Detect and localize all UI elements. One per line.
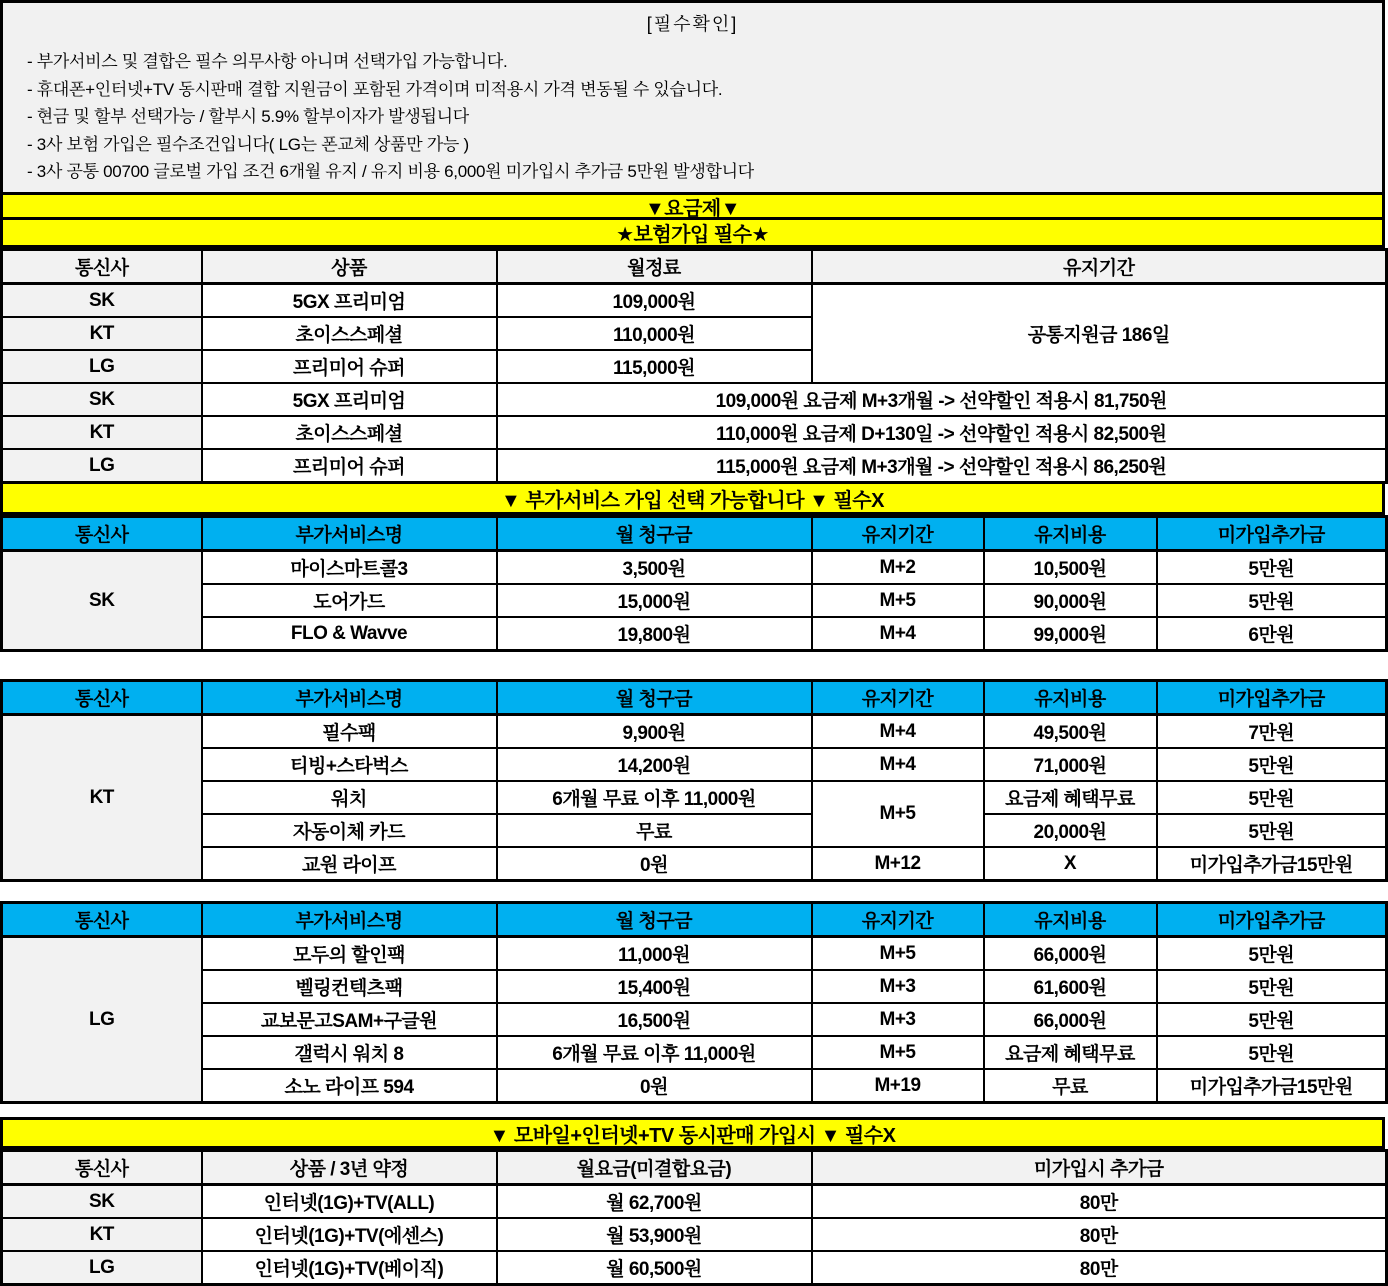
fee-cell: 15,000원 <box>497 584 812 617</box>
header-cell: 통신사 <box>2 1151 202 1185</box>
fee-cell: 110,000원 <box>497 317 812 350</box>
table-row <box>2 715 1387 749</box>
header-cell: 월 청구금 <box>497 681 812 715</box>
table-gap <box>0 652 1385 679</box>
fee-cell: 무료 <box>497 814 812 847</box>
penalty-cell: 미가입추가금15만원 <box>1157 847 1387 881</box>
service-name-cell: 마이스마트콜3 <box>202 551 497 585</box>
fee-cell: 14,200원 <box>497 748 812 781</box>
maintain-period-cell: M+4 <box>812 617 984 651</box>
kt-addon-table <box>0 679 1388 882</box>
header-cell: 미가입추가금 <box>1157 517 1387 551</box>
fee-cell: 6개월 무료 이후 11,000원 <box>497 1036 812 1069</box>
bundle-table <box>0 1149 1388 1286</box>
fee-cell: 15,400원 <box>497 970 812 1003</box>
penalty-cell: 7만원 <box>1157 715 1387 749</box>
fee-cell: 16,500원 <box>497 1003 812 1036</box>
product-cell: 5GX 프리미엄 <box>202 383 497 416</box>
carrier-cell: SK <box>2 284 202 318</box>
table-row <box>2 551 1387 585</box>
carrier-cell: KT <box>2 317 202 350</box>
product-cell: 초이스스페셜 <box>202 416 497 449</box>
table-header-row <box>2 517 1387 551</box>
maintain-cost-cell: X <box>984 847 1157 881</box>
table-row <box>2 781 1387 814</box>
notice-line: - 휴대폰+인터넷+TV 동시판매 결합 지원금이 포함된 가격이며 미적용시 가격 변동될 수 있습니다. <box>27 79 723 99</box>
carrier-cell: LG <box>2 350 202 383</box>
maintain-period-cell: M+3 <box>812 1003 984 1036</box>
service-name-cell: 자동이체 카드 <box>202 814 497 847</box>
header-cell: 월정료 <box>497 250 812 284</box>
table-row <box>2 1003 1387 1036</box>
maintain-cost-cell: 요금제 혜택무료 <box>984 1036 1157 1069</box>
carrier-cell: SK <box>2 551 202 651</box>
maintain-period-cell: M+5 <box>812 1036 984 1069</box>
carrier-cell: KT <box>2 416 202 449</box>
table-row <box>2 284 1387 318</box>
table-row <box>2 584 1387 617</box>
table-row <box>2 1218 1387 1251</box>
maintain-period-cell: M+12 <box>812 847 984 881</box>
notice-title: [필수확인] <box>646 14 739 34</box>
fee-cell: 3,500원 <box>497 551 812 585</box>
header-cell: 통신사 <box>2 903 202 937</box>
penalty-cell: 80만 <box>812 1185 1387 1219</box>
banner-rate-plan: ▼요금제▼ <box>0 192 1385 220</box>
penalty-cell: 80만 <box>812 1251 1387 1285</box>
carrier-cell: LG <box>2 937 202 1103</box>
product-cell: 인터넷(1G)+TV(베이직) <box>202 1251 497 1285</box>
header-cell: 부가서비스명 <box>202 681 497 715</box>
header-cell: 유지비용 <box>984 903 1157 937</box>
penalty-cell: 6만원 <box>1157 617 1387 651</box>
service-name-cell: 교보문고SAM+구글원 <box>202 1003 497 1036</box>
table-row <box>2 383 1387 416</box>
table-row <box>2 1069 1387 1103</box>
fee-cell: 0원 <box>497 847 812 881</box>
table-gap <box>0 882 1385 901</box>
penalty-cell: 5만원 <box>1157 781 1387 814</box>
maintain-cost-cell: 10,500원 <box>984 551 1157 585</box>
notice-panel <box>0 0 1385 192</box>
penalty-cell: 5만원 <box>1157 937 1387 971</box>
discount-detail-cell: 110,000원 요금제 D+130일 -> 선약할인 적용시 82,500원 <box>497 416 1387 449</box>
header-cell: 유지기간 <box>812 681 984 715</box>
header-cell: 통신사 <box>2 250 202 284</box>
penalty-cell: 5만원 <box>1157 551 1387 585</box>
banner-bundle: ▼ 모바일+인터넷+TV 동시판매 가입시 ▼ 필수X <box>0 1117 1385 1149</box>
maintain-cost-cell: 61,600원 <box>984 970 1157 1003</box>
fee-cell: 11,000원 <box>497 937 812 971</box>
maintain-cost-cell: 요금제 혜택무료 <box>984 781 1157 814</box>
product-cell: 프리미어 슈퍼 <box>202 350 497 383</box>
carrier-cell: LG <box>2 1251 202 1285</box>
product-cell: 프리미어 슈퍼 <box>202 449 497 483</box>
maintain-cost-cell: 20,000원 <box>984 814 1157 847</box>
penalty-cell: 5만원 <box>1157 748 1387 781</box>
fee-cell: 월 62,700원 <box>497 1185 812 1219</box>
header-cell: 유지기간 <box>812 517 984 551</box>
service-name-cell: 티빙+스타벅스 <box>202 748 497 781</box>
service-name-cell: 도어가드 <box>202 584 497 617</box>
table-row <box>2 416 1387 449</box>
header-cell: 월 청구금 <box>497 903 812 937</box>
discount-detail-cell: 109,000원 요금제 M+3개월 -> 선약할인 적용시 81,750원 <box>497 383 1387 416</box>
table-row <box>2 937 1387 971</box>
table-row <box>2 748 1387 781</box>
service-name-cell: 소노 라이프 594 <box>202 1069 497 1103</box>
header-cell: 통신사 <box>2 517 202 551</box>
service-name-cell: 교원 라이프 <box>202 847 497 881</box>
table-row <box>2 449 1387 483</box>
penalty-cell: 5만원 <box>1157 970 1387 1003</box>
header-cell: 미가입추가금 <box>1157 903 1387 937</box>
carrier-cell: SK <box>2 1185 202 1219</box>
maintain-period-cell: M+19 <box>812 1069 984 1103</box>
table-row <box>2 1036 1387 1069</box>
product-cell: 인터넷(1G)+TV(ALL) <box>202 1185 497 1219</box>
header-cell: 부가서비스명 <box>202 903 497 937</box>
table-row <box>2 1251 1387 1285</box>
maintain-period-cell: M+5 <box>812 781 984 847</box>
table-row <box>2 1185 1387 1219</box>
fee-cell: 115,000원 <box>497 350 812 383</box>
notice-line: - 3사 공통 00700 글로벌 가입 조건 6개월 유지 / 유지 비용 6,000원 미가입시 추가금 5만원 발생합니다 <box>27 162 754 181</box>
rate-plan-table <box>0 248 1388 484</box>
table-header-row <box>2 903 1387 937</box>
maintain-period-cell: M+2 <box>812 551 984 585</box>
maintain-period-cell: M+5 <box>812 584 984 617</box>
service-name-cell: FLO & Wavve <box>202 617 497 651</box>
maintain-period-cell: 공통지원금 186일 <box>812 284 1387 384</box>
product-cell: 초이스스페셜 <box>202 317 497 350</box>
penalty-cell: 80만 <box>812 1218 1387 1251</box>
header-cell: 통신사 <box>2 681 202 715</box>
header-cell: 월 청구금 <box>497 517 812 551</box>
maintain-period-cell: M+5 <box>812 937 984 971</box>
table-row <box>2 970 1387 1003</box>
table-row <box>2 617 1387 651</box>
discount-detail-cell: 115,000원 요금제 M+3개월 -> 선약할인 적용시 86,250원 <box>497 449 1387 483</box>
penalty-cell: 5만원 <box>1157 1036 1387 1069</box>
service-name-cell: 워치 <box>202 781 497 814</box>
fee-cell: 월 53,900원 <box>497 1218 812 1251</box>
fee-cell: 19,800원 <box>497 617 812 651</box>
penalty-cell: 5만원 <box>1157 814 1387 847</box>
fee-cell: 9,900원 <box>497 715 812 749</box>
header-cell: 상품 / 3년 약정 <box>202 1151 497 1185</box>
carrier-cell: SK <box>2 383 202 416</box>
service-name-cell: 벨링컨텍츠팩 <box>202 970 497 1003</box>
fee-cell: 6개월 무료 이후 11,000원 <box>497 781 812 814</box>
banner-insurance-required: ★보험가입 필수★ <box>0 220 1385 248</box>
maintain-cost-cell: 90,000원 <box>984 584 1157 617</box>
header-cell: 미가입시 추가금 <box>812 1151 1387 1185</box>
product-cell: 5GX 프리미엄 <box>202 284 497 318</box>
notice-line: - 부가서비스 및 결합은 필수 의무사항 아니며 선택가입 가능합니다. <box>27 52 508 71</box>
sk-addon-table <box>0 515 1388 652</box>
lg-addon-table <box>0 901 1388 1104</box>
carrier-cell: LG <box>2 449 202 483</box>
table-gap <box>0 1104 1385 1117</box>
notice-line: - 3사 보험 가입은 필수조건입니다( LG는 폰교체 상품만 가능 ) <box>27 134 469 154</box>
banner-addon-optional: ▼ 부가서비스 가입 선택 가능합니다 ▼ 필수X <box>0 484 1385 515</box>
fee-cell: 109,000원 <box>497 284 812 318</box>
service-name-cell: 갤럭시 워치 8 <box>202 1036 497 1069</box>
table-header-row <box>2 681 1387 715</box>
fee-cell: 0원 <box>497 1069 812 1103</box>
fee-cell: 월 60,500원 <box>497 1251 812 1285</box>
table-header-row <box>2 1151 1387 1185</box>
maintain-cost-cell: 71,000원 <box>984 748 1157 781</box>
maintain-period-cell: M+3 <box>812 970 984 1003</box>
maintain-cost-cell: 66,000원 <box>984 937 1157 971</box>
maintain-cost-cell: 66,000원 <box>984 1003 1157 1036</box>
header-cell: 유지비용 <box>984 517 1157 551</box>
table-header-row <box>2 250 1387 284</box>
header-cell: 유지비용 <box>984 681 1157 715</box>
maintain-period-cell: M+4 <box>812 715 984 749</box>
header-cell: 월요금(미결합요금) <box>497 1151 812 1185</box>
header-cell: 부가서비스명 <box>202 517 497 551</box>
table-row <box>2 847 1387 881</box>
header-cell: 미가입추가금 <box>1157 681 1387 715</box>
carrier-cell: KT <box>2 1218 202 1251</box>
maintain-period-cell: M+4 <box>812 748 984 781</box>
maintain-cost-cell: 49,500원 <box>984 715 1157 749</box>
carrier-cell: KT <box>2 715 202 881</box>
service-name-cell: 필수팩 <box>202 715 497 749</box>
table-row <box>2 814 1387 847</box>
maintain-cost-cell: 무료 <box>984 1069 1157 1103</box>
penalty-cell: 5만원 <box>1157 584 1387 617</box>
header-cell: 유지기간 <box>812 250 1387 284</box>
maintain-cost-cell: 99,000원 <box>984 617 1157 651</box>
header-cell: 유지기간 <box>812 903 984 937</box>
service-name-cell: 모두의 할인팩 <box>202 937 497 971</box>
header-cell: 상품 <box>202 250 497 284</box>
product-cell: 인터넷(1G)+TV(에센스) <box>202 1218 497 1251</box>
notice-line: - 현금 및 할부 선택가능 / 할부시 5.9% 할부이자가 발생됩니다 <box>27 107 469 126</box>
penalty-cell: 5만원 <box>1157 1003 1387 1036</box>
penalty-cell: 미가입추가금15만원 <box>1157 1069 1387 1103</box>
